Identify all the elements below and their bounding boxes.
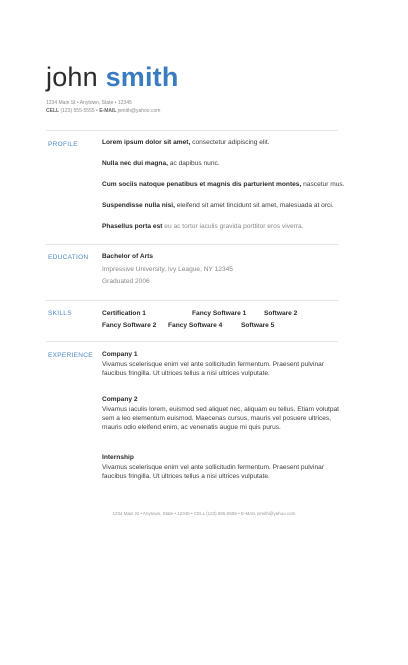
skill-item: Fancy Software 2	[102, 322, 157, 329]
education-degree: Bachelor of Arts	[102, 253, 154, 260]
job-description: Vivamus scelerisque enim vel ante sollicitudin fermentum. Praesent pulvinar faucibus fringilla. Ut ultrices tellus a nisi ultrices vulputate.	[102, 361, 324, 378]
footer-contact: 1234 Main St • Anytown, State • 12345 • CELL (123) 555-5555 • E-MAIL jsmith@yahoo.com	[112, 511, 296, 516]
profile-item: Cum sociis natoque penatibus et magnis dis parturient montes, nascetur mus.	[102, 181, 345, 188]
last-name: smith	[105, 62, 179, 92]
education-school: Impressive University, Ivy League, NY 12345	[102, 266, 233, 273]
job-title: Company 2	[102, 396, 138, 403]
profile-item: Phasellus porta est eu ac tortor iaculis gravida porttitor eros viverra.	[102, 223, 304, 230]
job-description: Vivamus iaculis lorem, euismod sed aliquet nec, aliquam eu tellus. Etiam volutpat sem a leo elementum euismod. Maecenas cursus, mauris vel posuere ultrices, mauris odio eleifend enim, ac venenatis augue mi quis purus.	[102, 406, 340, 432]
cell-label: CELL	[46, 108, 60, 114]
divider	[46, 244, 338, 245]
profile-item: Lorem ipsum dolor sit amet, consectetur adipiscing elit.	[102, 139, 270, 146]
skill-item: Fancy Software 1	[192, 310, 247, 317]
divider	[46, 300, 338, 301]
cell-value: (123) 555-5555	[60, 108, 95, 114]
divider	[46, 341, 338, 342]
profile-item: Nulla nec dui magna, ac dapibus nunc.	[102, 160, 220, 167]
section-label-experience: EXPERIENCE	[48, 352, 93, 359]
profile-item: Suspendisse nulla nisi, eleifend sit amet tincidunt sit amet, malesuada at orci.	[102, 202, 334, 209]
job-title: Internship	[102, 454, 134, 461]
skill-item: Software 5	[241, 322, 275, 329]
job-description: Vivamus scelerisque enim vel ante sollicitudin fermentum. Praesent pulvinar faucibus fringilla. Ut ultrices tellus a nisi ultrices vulputate.	[102, 464, 324, 481]
section-label-education: EDUCATION	[48, 254, 89, 261]
divider	[46, 130, 338, 131]
contact-line: CELL (123) 555-5555 • E-MAIL jsmith@yahoo.com	[46, 108, 161, 114]
first-name: john	[46, 62, 98, 92]
section-label-profile: PROFILE	[48, 141, 78, 148]
skill-item: Fancy Software 4	[168, 322, 223, 329]
resume-name	[46, 62, 179, 92]
section-label-skills: SKILLS	[48, 310, 72, 317]
email-value: jsmith@yahoo.com	[117, 108, 161, 114]
skill-item: Certification 1	[102, 310, 146, 317]
education-graduated: Graduated 2006	[102, 278, 150, 285]
skill-item: Software 2	[264, 310, 298, 317]
email-label: E-MAIL	[99, 108, 117, 114]
job-title: Company 1	[102, 351, 138, 358]
address-line: 1234 Main St • Anytown, State • 12345	[46, 100, 132, 106]
